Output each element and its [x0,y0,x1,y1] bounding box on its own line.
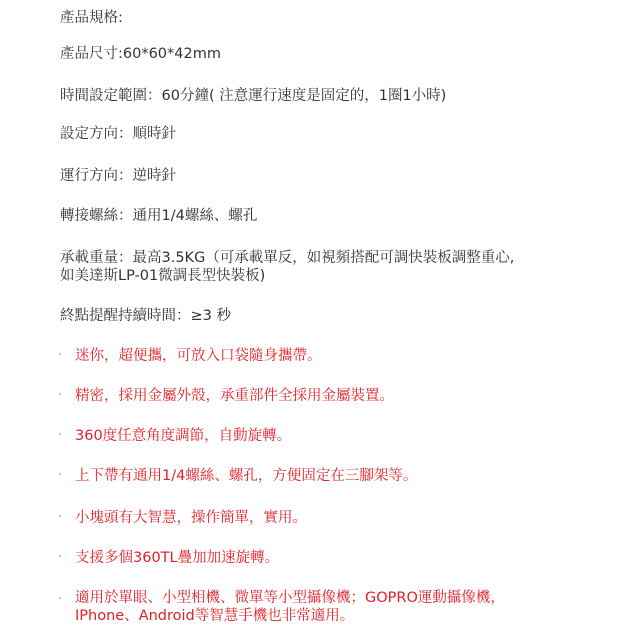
spec-set-direction: 設定方向：順時針 [60,126,176,142]
spec-time-range: 時間設定範圍：60分鐘( 注意運行速度是固定的，1圈1小時) [60,88,447,104]
feature-text: 上下帶有通用1/4螺絲、螺孔，方便固定在三腳架等。 [75,468,418,484]
spec-size: 產品尺寸:60*60*42mm [60,46,221,62]
bullet-dot-icon: · [58,592,63,607]
bullet-dot-icon: · [58,388,63,403]
feature-text-line-1: 適用於單眼、小型相機、微單等小型攝像機；GOPRO運動攝像機， [75,590,505,606]
bullet-dot-icon: · [58,468,63,483]
spec-load-line-2: 如美達斯LP-01微調長型快裝板) [60,268,266,284]
spec-run-direction: 運行方向：逆時針 [60,168,176,184]
spec-adapter-screw: 轉接螺絲：通用1/4螺絲、螺孔 [60,208,258,224]
bullet-dot-icon: · [58,348,63,363]
bullet-dot-icon: · [58,510,63,525]
feature-text: 精密，採用金屬外殼，承重部件全採用金屬裝置。 [75,388,394,404]
bullet-dot-icon: · [58,550,63,565]
bullet-dot-icon: · [58,428,63,443]
spec-end-alert: 終點提醒持續時間：≥3 秒 [60,308,231,324]
feature-text: 360度任意角度調節，自動旋轉。 [75,428,292,444]
feature-text: 迷你，超便攜，可放入口袋隨身攜帶。 [75,348,322,364]
spec-heading: 產品規格: [60,10,123,26]
spec-load-line-1: 承載重量：最高3.5KG（可承載單反，如視頻搭配可調快裝板調整重心, [60,250,515,266]
feature-text: 小塊頭有大智慧，操作簡單，實用。 [75,510,307,526]
feature-text-line-2: IPhone、Android等智慧手機也非常適用。 [75,608,355,624]
feature-text: 支援多個360TL疊加加速旋轉。 [75,550,280,566]
